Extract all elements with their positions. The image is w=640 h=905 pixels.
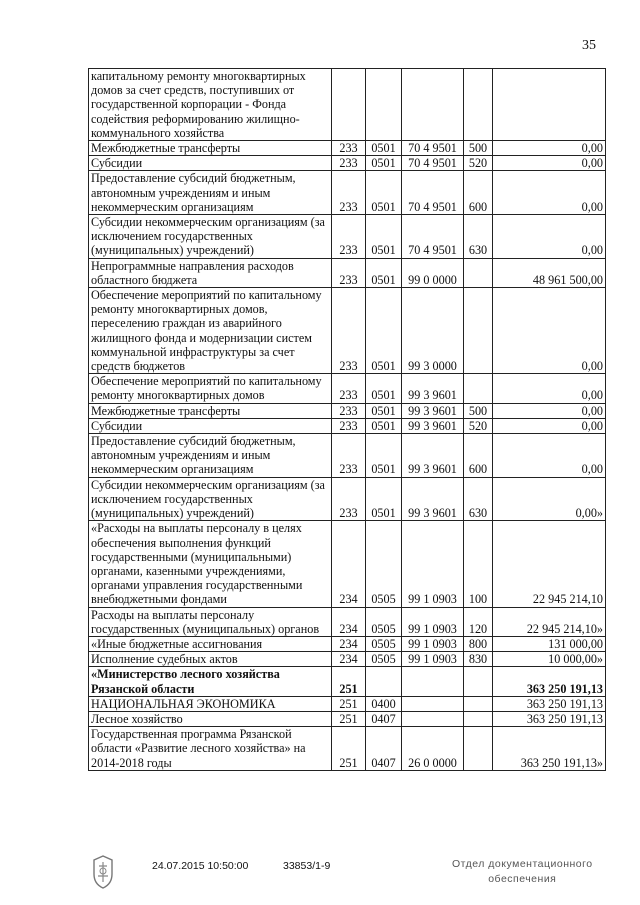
- cell-csr: 99 3 9601: [402, 403, 464, 418]
- cell-rz: 0501: [366, 171, 402, 215]
- cell-vr: [464, 667, 493, 696]
- cell-name: «Иные бюджетные ассигнования: [89, 636, 332, 651]
- cell-rz: 0501: [366, 374, 402, 403]
- cell-amount: [493, 69, 606, 141]
- cell-csr: 99 0 0000: [402, 258, 464, 287]
- cell-csr: 99 3 9601: [402, 374, 464, 403]
- table-row: [89, 141, 606, 156]
- cell-amount: 0,00: [493, 156, 606, 171]
- cell-vr: [464, 727, 493, 771]
- cell-amount: 0,00: [493, 418, 606, 433]
- cell-amount: 0,00»: [493, 477, 606, 521]
- cell-csr: 26 0 0000: [402, 727, 464, 771]
- cell-amount: 22 945 214,10: [493, 521, 606, 607]
- cell-rz: 0501: [366, 258, 402, 287]
- cell-rz: 0505: [366, 636, 402, 651]
- table-row: [89, 418, 606, 433]
- table-row: [89, 288, 606, 374]
- cell-rz: 0501: [366, 141, 402, 156]
- cell-csr: 70 4 9501: [402, 156, 464, 171]
- cell-csr: [402, 711, 464, 726]
- cell-vr: [464, 69, 493, 141]
- cell-ved: 233: [332, 171, 366, 215]
- cell-vr: 520: [464, 418, 493, 433]
- cell-rz: 0505: [366, 521, 402, 607]
- cell-name: Субсидии некоммерческим организациям (за исключением государственных (муниципальных) учреждений): [89, 477, 332, 521]
- cell-vr: [464, 288, 493, 374]
- cell-ved: 233: [332, 141, 366, 156]
- cell-csr: 99 3 0000: [402, 288, 464, 374]
- table-row: [89, 711, 606, 726]
- cell-ved: [332, 69, 366, 141]
- cell-csr: 70 4 9501: [402, 215, 464, 259]
- cell-name: «Министерство лесного хозяйства Рязанской области: [89, 667, 332, 696]
- cell-rz: 0501: [366, 288, 402, 374]
- cell-vr: 120: [464, 607, 493, 636]
- cell-amount: 0,00: [493, 403, 606, 418]
- cell-ved: 233: [332, 258, 366, 287]
- cell-ved: 233: [332, 156, 366, 171]
- cell-rz: 0407: [366, 727, 402, 771]
- cell-csr: 99 1 0903: [402, 607, 464, 636]
- cell-vr: 520: [464, 156, 493, 171]
- page-number: 35: [582, 38, 596, 53]
- cell-ved: 234: [332, 607, 366, 636]
- cell-csr: 99 3 9601: [402, 477, 464, 521]
- cell-name: Расходы на выплаты персоналу государственных (муниципальных) органов: [89, 607, 332, 636]
- cell-amount: 0,00: [493, 374, 606, 403]
- cell-ved: 233: [332, 418, 366, 433]
- cell-vr: 600: [464, 434, 493, 478]
- cell-amount: 10 000,00»: [493, 652, 606, 667]
- cell-rz: 0505: [366, 652, 402, 667]
- cell-vr: 830: [464, 652, 493, 667]
- cell-rz: 0501: [366, 418, 402, 433]
- cell-csr: 99 1 0903: [402, 521, 464, 607]
- table-row: [89, 171, 606, 215]
- cell-rz: 0501: [366, 215, 402, 259]
- cell-name: Исполнение судебных актов: [89, 652, 332, 667]
- cell-vr: 630: [464, 477, 493, 521]
- cell-amount: 0,00: [493, 288, 606, 374]
- cell-name: Государственная программа Рязанской области «Развитие лесного хозяйства» на 2014-2018 годы: [89, 727, 332, 771]
- cell-name: Обеспечение мероприятий по капитальному ремонту многоквартирных домов: [89, 374, 332, 403]
- cell-name: Обеспечение мероприятий по капитальному ремонту многоквартирных домов, переселению граждан из аварийного жилищного фонда и модернизации систем коммунальной инфраструктуры за счет средств бюджетов: [89, 288, 332, 374]
- cell-amount: 363 250 191,13: [493, 711, 606, 726]
- cell-vr: 100: [464, 521, 493, 607]
- table-row: [89, 607, 606, 636]
- table-row: [89, 652, 606, 667]
- footer-department-line2: обеспечения: [488, 873, 557, 885]
- cell-ved: 233: [332, 215, 366, 259]
- cell-vr: 630: [464, 215, 493, 259]
- cell-vr: [464, 711, 493, 726]
- cell-rz: 0407: [366, 711, 402, 726]
- table-row: [89, 215, 606, 259]
- cell-name: НАЦИОНАЛЬНАЯ ЭКОНОМИКА: [89, 696, 332, 711]
- cell-amount: 0,00: [493, 434, 606, 478]
- cell-vr: 600: [464, 171, 493, 215]
- budget-table: [88, 68, 606, 771]
- cell-amount: 363 250 191,13: [493, 696, 606, 711]
- cell-rz: [366, 69, 402, 141]
- cell-name: Непрограммные направления расходов областного бюджета: [89, 258, 332, 287]
- cell-ved: 234: [332, 636, 366, 651]
- cell-name: Субсидии: [89, 418, 332, 433]
- cell-rz: 0501: [366, 477, 402, 521]
- cell-vr: [464, 258, 493, 287]
- table-row: [89, 374, 606, 403]
- cell-csr: 70 4 9501: [402, 171, 464, 215]
- footer-datetime: 24.07.2015 10:50:00: [152, 860, 249, 872]
- cell-rz: 0505: [366, 607, 402, 636]
- cell-csr: [402, 667, 464, 696]
- cell-rz: [366, 667, 402, 696]
- table-row: [89, 258, 606, 287]
- table-row: [89, 667, 606, 696]
- table-row: [89, 521, 606, 607]
- cell-rz: 0501: [366, 156, 402, 171]
- cell-name: Субсидии некоммерческим организациям (за исключением государственных (муниципальных) учреждений): [89, 215, 332, 259]
- cell-amount: 0,00: [493, 141, 606, 156]
- cell-ved: 251: [332, 711, 366, 726]
- cell-ved: 234: [332, 652, 366, 667]
- cell-name: капитальному ремонту многоквартирных домов за счет средств, поступивших от государственной корпорации - Фонда содействия реформированию жилищно-коммунального хозяйства: [89, 69, 332, 141]
- cell-name: Предоставление субсидий бюджетным, автономным учреждениям и иным некоммерческим организациям: [89, 171, 332, 215]
- cell-ved: 233: [332, 403, 366, 418]
- cell-csr: 70 4 9501: [402, 141, 464, 156]
- table-row: [89, 69, 606, 141]
- cell-ved: 251: [332, 667, 366, 696]
- cell-ved: 234: [332, 521, 366, 607]
- cell-csr: 99 3 9601: [402, 434, 464, 478]
- cell-ved: 233: [332, 477, 366, 521]
- cell-name: Субсидии: [89, 156, 332, 171]
- table-row: [89, 403, 606, 418]
- table-row: [89, 434, 606, 478]
- cell-ved: 233: [332, 374, 366, 403]
- cell-ved: 233: [332, 288, 366, 374]
- cell-csr: 99 1 0903: [402, 652, 464, 667]
- cell-vr: 500: [464, 403, 493, 418]
- cell-csr: 99 1 0903: [402, 636, 464, 651]
- cell-amount: 363 250 191,13»: [493, 727, 606, 771]
- cell-rz: 0501: [366, 434, 402, 478]
- cell-name: Предоставление субсидий бюджетным, автономным учреждениям и иным некоммерческим организациям: [89, 434, 332, 478]
- coat-of-arms-icon: [90, 852, 116, 890]
- footer-department: [452, 857, 593, 887]
- cell-name: «Расходы на выплаты персоналу в целях обеспечения выполнения функций государственными (муниципальными) органами, казенными учреждениями, органами управления государственными внебюджетными фондами: [89, 521, 332, 607]
- table-row: [89, 696, 606, 711]
- table-row: [89, 727, 606, 771]
- cell-amount: 48 961 500,00: [493, 258, 606, 287]
- cell-amount: 0,00: [493, 215, 606, 259]
- cell-rz: 0501: [366, 403, 402, 418]
- cell-name: Лесное хозяйство: [89, 711, 332, 726]
- table-row: [89, 156, 606, 171]
- cell-vr: 500: [464, 141, 493, 156]
- cell-rz: 0400: [366, 696, 402, 711]
- cell-ved: 233: [332, 434, 366, 478]
- cell-amount: 22 945 214,10»: [493, 607, 606, 636]
- footer-department-line1: Отдел документационного: [452, 858, 593, 870]
- budget-table-body: [89, 69, 606, 771]
- table-row: [89, 636, 606, 651]
- cell-csr: [402, 696, 464, 711]
- cell-csr: 99 3 9601: [402, 418, 464, 433]
- cell-ved: 251: [332, 696, 366, 711]
- cell-name: Межбюджетные трансферты: [89, 141, 332, 156]
- cell-ved: 251: [332, 727, 366, 771]
- cell-amount: 363 250 191,13: [493, 667, 606, 696]
- cell-amount: 0,00: [493, 171, 606, 215]
- table-row: [89, 477, 606, 521]
- cell-vr: 800: [464, 636, 493, 651]
- cell-vr: [464, 374, 493, 403]
- cell-name: Межбюджетные трансферты: [89, 403, 332, 418]
- cell-vr: [464, 696, 493, 711]
- cell-csr: [402, 69, 464, 141]
- footer-doc-code: 33853/1-9: [283, 860, 331, 872]
- cell-amount: 131 000,00: [493, 636, 606, 651]
